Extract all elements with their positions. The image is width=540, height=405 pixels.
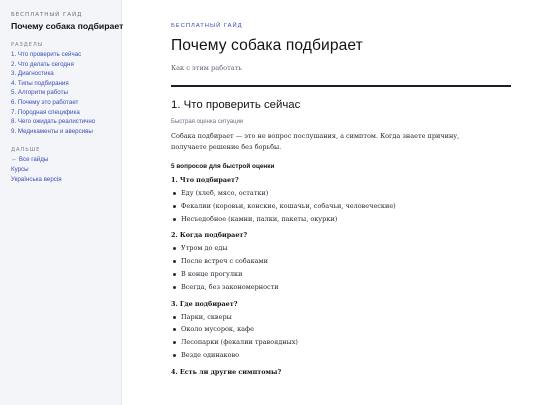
- list-item: [171, 255, 511, 268]
- list-item-text: Парки, скверы: [181, 312, 232, 321]
- sidebar-sections-heading: РАЗДЕЛЫ: [11, 42, 44, 48]
- sidebar-link-all-guides[interactable]: ← Все гайды: [11, 156, 49, 164]
- question-heading: 1. Что подбирает?: [171, 176, 239, 185]
- bullet-icon: [173, 286, 176, 289]
- list-item: [171, 336, 511, 349]
- list-item-text: Фекалии (коровьи, конские, кошачьи, собачьи, человеческие): [181, 201, 396, 210]
- page-title: Почему собака подбирает: [171, 37, 363, 54]
- questions-heading: 5 вопросов для быстрой оценки: [171, 163, 275, 171]
- sidebar-eyebrow: БЕСПЛАТНЫЙ ГАЙД: [11, 12, 83, 18]
- list-item-text: После встреч с собаками: [181, 257, 268, 266]
- sidebar-link-section-5[interactable]: 5. Алгоритм работы: [11, 89, 68, 97]
- list-item-text: Несъедобное (камни, палки, пакеты, окурки): [181, 214, 338, 223]
- list-item-text: Около мусорок, кафе: [181, 325, 254, 334]
- list-item: [171, 281, 511, 294]
- list-item-text: Еду (хлеб, мясо, остатки): [181, 189, 269, 198]
- bullet-icon: [173, 205, 176, 208]
- sidebar-link-section-3[interactable]: 3. Диагностика: [11, 70, 54, 78]
- list-item: [171, 311, 511, 324]
- bullet-icon: [173, 316, 176, 319]
- sidebar-link-section-7[interactable]: 7. Породная специфика: [11, 108, 80, 116]
- sidebar-link-section-6[interactable]: 6. Почему это работает: [11, 98, 79, 106]
- page-subtitle: Как с этим работать: [171, 64, 242, 72]
- list-item-text: Утром до еды: [181, 244, 228, 253]
- list-item: [171, 349, 511, 362]
- list-item-text: Лесопарки (фекалии травоядных): [181, 338, 298, 347]
- sidebar-link-courses[interactable]: Курсы: [11, 165, 29, 173]
- page-eyebrow: БЕСПЛАТНЫЙ ГАЙД: [171, 23, 243, 29]
- bullet-icon: [173, 341, 176, 344]
- bullet-icon: [173, 273, 176, 276]
- answer-list: [171, 242, 511, 293]
- question-heading: 3. Где подбирает?: [171, 299, 238, 308]
- list-item-text: Везде одинаково: [181, 351, 240, 360]
- list-item: [171, 268, 511, 281]
- sidebar-further-heading: ДАЛЬШЕ: [11, 147, 41, 154]
- question-heading: 4. Есть ли другие симптомы?: [171, 367, 282, 376]
- main-content: [171, 0, 511, 379]
- bullet-icon: [173, 328, 176, 331]
- list-item: [171, 242, 511, 255]
- section-caption: Быстрая оценка ситуации: [171, 118, 244, 125]
- answer-list: [171, 187, 511, 225]
- list-item: [171, 187, 511, 200]
- list-item-text: Всегда, без закономерности: [181, 282, 279, 291]
- bullet-icon: [173, 218, 176, 221]
- bullet-icon: [173, 354, 176, 357]
- sidebar-link-section-1[interactable]: 1. Что проверить сейчас: [11, 51, 82, 58]
- sidebar: [0, 0, 122, 405]
- bullet-icon: [173, 260, 176, 263]
- section-title: 1. Что проверить сейчас: [171, 98, 301, 111]
- sidebar-link-section-9[interactable]: 9. Медикаменты и аверсивы: [11, 127, 93, 135]
- intro-paragraph: Собака подбирает — это не вопрос послушания, а симптом. Когда знаете причину, получаете решение без борьбы.: [171, 131, 460, 152]
- list-item-text: В конце прогулки: [181, 270, 243, 279]
- question-heading: 2. Когда подбирает?: [171, 231, 248, 240]
- answer-list: [171, 311, 511, 362]
- sidebar-link-section-2[interactable]: 2. Что делать сегодня: [11, 60, 74, 68]
- sidebar-link-section-4[interactable]: 4. Типы подбирания: [11, 79, 69, 87]
- sidebar-further-list: [11, 155, 121, 184]
- bullet-icon: [173, 247, 176, 250]
- sidebar-sections-list: [11, 50, 121, 136]
- title-divider: [171, 85, 511, 87]
- sidebar-link-section-8[interactable]: 8. Чего ожидать реалистично: [11, 118, 96, 126]
- sidebar-title: Почему собака подбирает: [11, 21, 124, 31]
- sidebar-link-ukrainian-version[interactable]: Українська версія: [11, 175, 62, 183]
- list-item: [171, 213, 511, 226]
- bullet-icon: [173, 192, 176, 195]
- list-item: [171, 200, 511, 213]
- list-item: [171, 323, 511, 336]
